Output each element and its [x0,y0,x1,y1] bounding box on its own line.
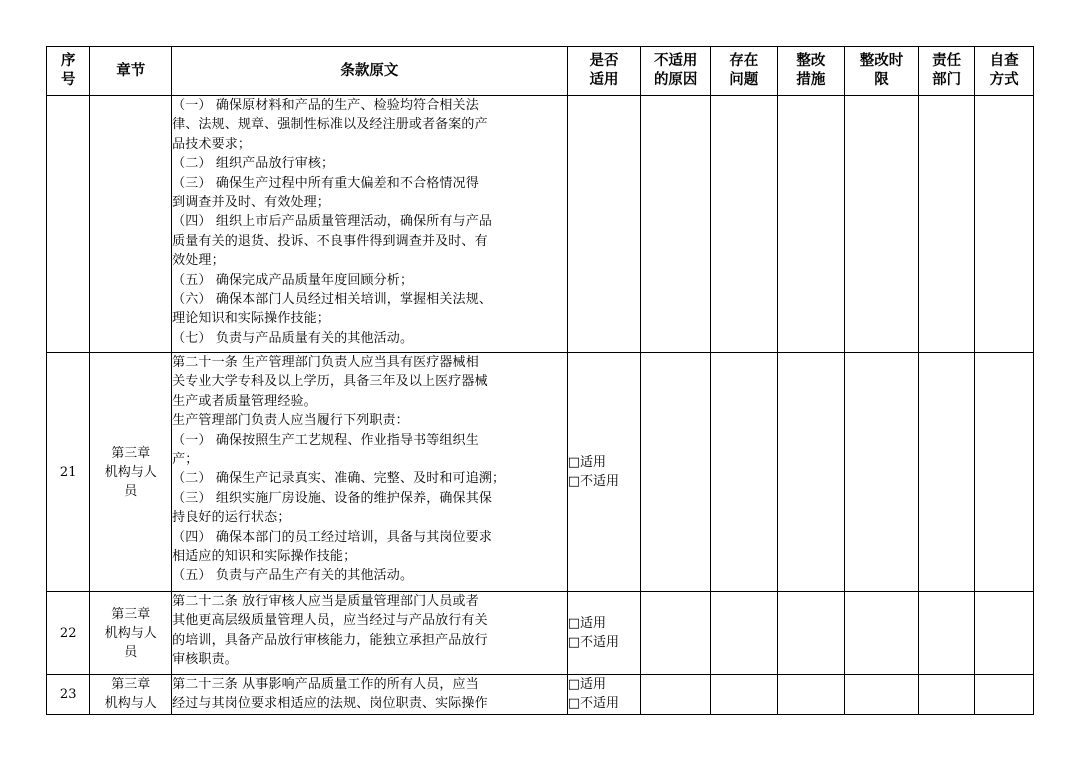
row-method[interactable] [975,96,1034,353]
row-chapter [90,96,172,353]
row-deadline[interactable] [845,675,919,715]
row-measure[interactable] [777,675,845,715]
applicable-checkbox[interactable]: □适用 [567,616,607,631]
row-dept[interactable] [918,353,975,592]
row-issue[interactable] [711,592,778,675]
row-dept[interactable] [918,96,975,353]
not-applicable-checkbox[interactable]: □不适用 [567,696,620,711]
row-reason[interactable] [641,353,711,592]
header-chapter: 章节 [90,47,172,96]
header-method: 自查 方式 [975,47,1034,96]
row-applicable [567,353,641,592]
header-issue: 存在 问题 [711,47,778,96]
applicable-checkbox[interactable]: □适用 [567,677,607,692]
table-header-row [47,47,1034,96]
table-row [47,353,1034,592]
row-issue[interactable] [711,353,778,592]
row-number: 22 [47,592,90,675]
row-chapter: 第三章 机构与人 [90,675,172,715]
row-measure[interactable] [777,96,845,353]
applicable-checkbox[interactable]: □适用 [567,455,607,470]
row-issue[interactable] [711,96,778,353]
table-row [47,96,1034,353]
header-deadline: 整改时 限 [845,47,919,96]
row-reason[interactable] [641,592,711,675]
row-measure[interactable] [777,592,845,675]
row-number: 23 [47,675,90,715]
row-deadline[interactable] [845,96,919,353]
row-method[interactable] [975,675,1034,715]
row-dept[interactable] [918,675,975,715]
header-measure: 整改 措施 [777,47,845,96]
row-reason[interactable] [641,675,711,715]
header-reason: 不适用 的原因 [641,47,711,96]
header-clause: 条款原文 [172,47,568,96]
row-deadline[interactable] [845,353,919,592]
row-number [47,96,90,353]
row-chapter: 第三章 机构与人 员 [90,592,172,675]
row-chapter: 第三章 机构与人 员 [90,353,172,592]
row-method[interactable] [975,592,1034,675]
row-reason[interactable] [641,96,711,353]
table-row [47,675,1034,715]
row-clause: 第二十三条 从事影响产品质量工作的所有人员，应当 经过与其岗位要求相适应的法规、岗位职责、实际操作 [172,675,568,715]
row-applicable[interactable] [567,96,641,353]
row-applicable [567,675,641,715]
header-dept: 责任 部门 [918,47,975,96]
row-clause: （一） 确保原材料和产品的生产、检验均符合相关法 律、法规、规章、强制性标准以及经注册或者备案的产 品技术要求； （二） 组织产品放行审核； （三） 确保生产过程中所有重大偏差和不合格情况得 到调查并及时、有效处理； （四） 组织上市后产品质量管理活动，确保所有与产品 质量有关的退货、投诉、不良事件得到调查并及时、有 效处理； （五） 确保完成产品质量年度回顾分析； （六） 确保本部门人员经过相关培训，掌握相关法规、 理论知识和实际操作技能； （七） 负责与产品质量有关的其他活动。 [172,96,568,353]
self-inspection-table [46,46,1034,715]
row-number: 21 [47,353,90,592]
header-applicable: 是否 适用 [567,47,641,96]
header-no: 序 号 [47,47,90,96]
row-method[interactable] [975,353,1034,592]
row-dept[interactable] [918,592,975,675]
row-clause: 第二十二条 放行审核人应当是质量管理部门人员或者 其他更高层级质量管理人员，应当经过与产品放行有关 的培训，具备产品放行审核能力，能独立承担产品放行 审核职责。 [172,592,568,675]
not-applicable-checkbox[interactable]: □不适用 [567,474,620,489]
not-applicable-checkbox[interactable]: □不适用 [567,635,620,650]
row-clause: 第二十一条 生产管理部门负责人应当具有医疗器械相 关专业大学专科及以上学历，具备三年及以上医疗器械 生产或者质量管理经验。 生产管理部门负责人应当履行下列职责： （一） 确保按照生产工艺规程、作业指导书等组织生 产； （二） 确保生产记录真实、准确、完整、及时和可追溯； （三） 组织实施厂房设施、设备的维护保养，确保其保 持良好的运行状态； （四） 确保本部门的员工经过培训，具备与其岗位要求 相适应的知识和实际操作技能； （五） 负责与产品生产有关的其他活动。 [172,353,568,592]
row-deadline[interactable] [845,592,919,675]
table-row [47,592,1034,675]
row-issue[interactable] [711,675,778,715]
row-measure[interactable] [777,353,845,592]
row-applicable [567,592,641,675]
